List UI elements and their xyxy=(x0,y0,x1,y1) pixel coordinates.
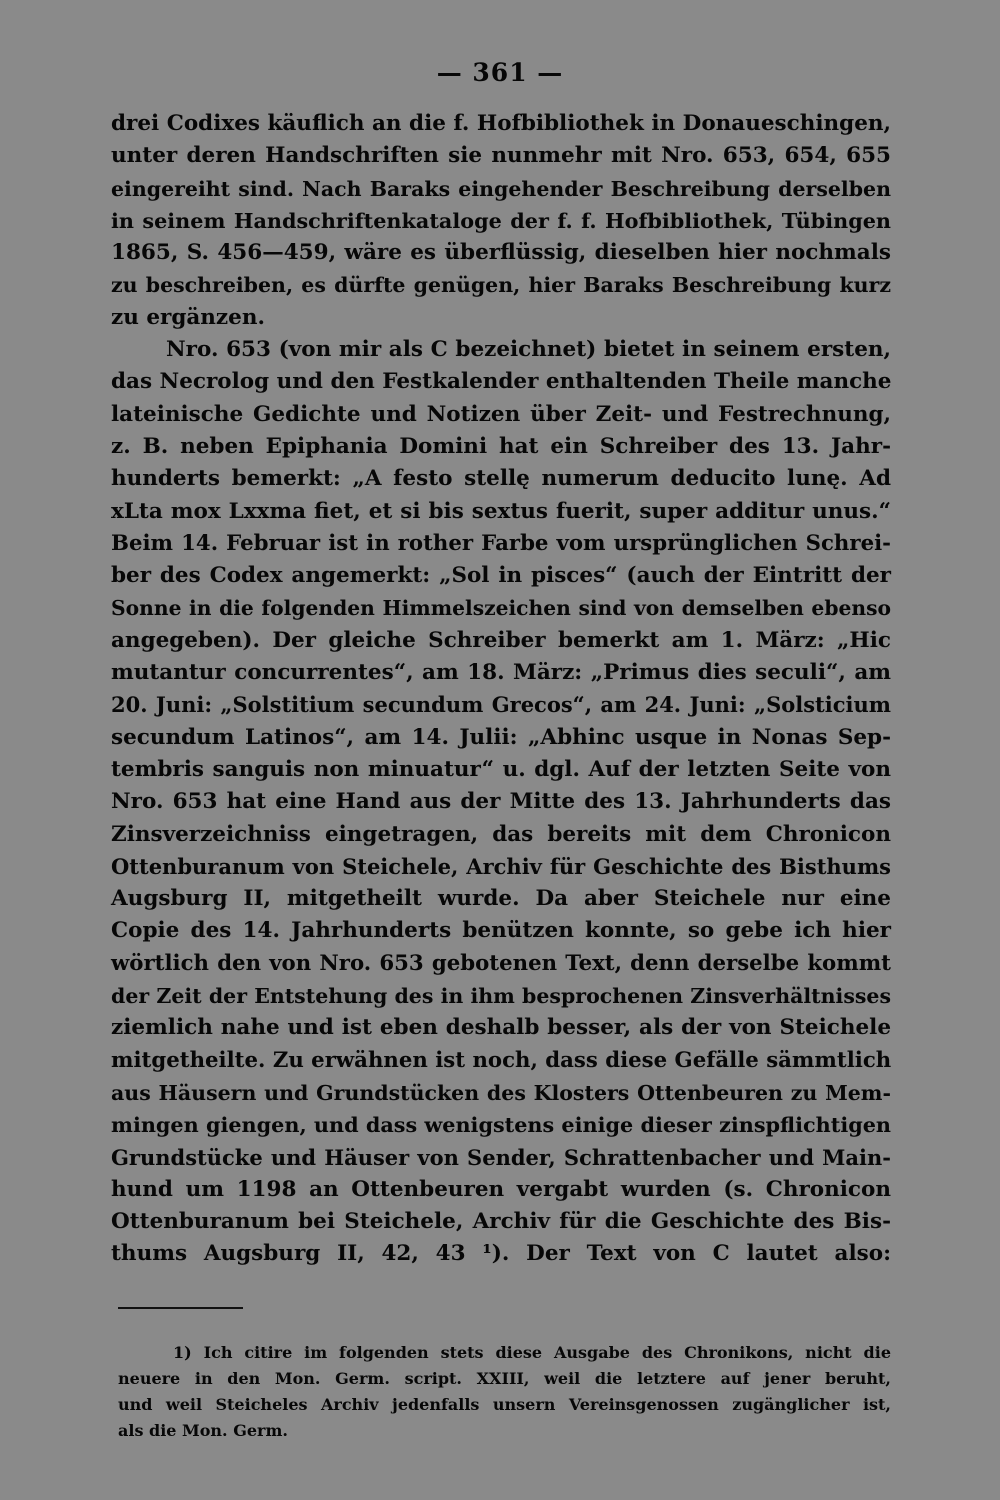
footnotes xyxy=(118,1340,891,1444)
text-line: Ottenburanum bei Steichele, Archiv für die Geschichte des Bis- xyxy=(111,1209,891,1235)
footnote-line: und weil Steicheles Archiv jedenfalls unsern Vereinsgenossen zugänglicher ist, xyxy=(118,1395,891,1414)
text-line: wörtlich den von Nro. 653 gebotenen Text, denn derselbe kommt xyxy=(111,950,891,976)
text-line: Ottenburanum von Steichele, Archiv für Geschichte des Bisthums xyxy=(111,853,891,879)
text-line: aus Häusern und Grundstücken des Klosters Ottenbeuren zu Mem- xyxy=(111,1080,891,1105)
text-line: lateinische Gedichte und Notizen über Zeit- und Festrechnung, xyxy=(111,401,891,427)
footnote-separator xyxy=(118,1307,243,1309)
text-line: mingen giengen, und dass wenigstens einige dieser zinspflichtigen xyxy=(111,1113,891,1138)
text-line: drei Codixes käuflich an die f. Hofbibliothek in Donaueschingen, xyxy=(111,111,891,136)
text-line: das Necrolog und den Festkalender enthaltenden Theile manche xyxy=(111,369,892,395)
footnote-line: als die Mon. Germ. xyxy=(118,1421,288,1440)
text-line: Zinsverzeichniss eingetragen, das bereits mit dem Chronicon xyxy=(111,821,891,847)
text-line: xLta mox Lxxma fiet, et si bis sextus fuerit, super additur unus.“ xyxy=(111,498,891,524)
text-line: Augsburg II, mitgetheilt wurde. Da aber Steichele nur eine xyxy=(111,886,891,912)
page-number: — 361 — xyxy=(436,58,564,87)
text-line: mutantur concurrentes“, am 18. März: „Primus dies seculi“, am xyxy=(111,660,891,686)
text-line: ziemlich nahe und ist eben deshalb besser, als der von Steichele xyxy=(111,1015,891,1041)
text-line: Grundstücke und Häuser von Sender, Schrattenbacher und Main- xyxy=(111,1144,891,1170)
text-line: secundum Latinos“, am 14. Julii: „Abhinc usque in Nonas Sep- xyxy=(111,724,891,750)
text-line: zu beschreiben, es dürfte genügen, hier Baraks Beschreibung kurz xyxy=(111,273,891,298)
text-line: 20. Juni: „Solstitium secundum Grecos“, am 24. Juni: „Solsticium xyxy=(111,692,891,718)
text-line: Sonne in die folgenden Himmelszeichen sind von demselben ebenso xyxy=(111,596,891,621)
footnote-line: 1) Ich citire im folgenden stets diese Ausgabe des Chronikons, nicht die xyxy=(173,1343,891,1362)
text-line: der Zeit der Entstehung des in ihm besprochenen Zinsverhältnisses xyxy=(111,984,891,1009)
text-line: Nro. 653 hat eine Hand aus der Mitte des 13. Jahrhunderts das xyxy=(111,789,891,815)
text-line: z. B. neben Epiphania Domini hat ein Schreiber des 13. Jahr- xyxy=(111,433,891,459)
text-line: hunderts bemerkt: „A festo stellę numerum deducito lunę. Ad xyxy=(111,466,891,492)
body-text xyxy=(111,108,891,1271)
text-line: 1865, S. 456—459, wäre es überflüssig, dieselben hier nochmals xyxy=(111,240,891,266)
text-line: ber des Codex angemerkt: „Sol in pisces“ (auch der Eintritt der xyxy=(111,563,891,589)
text-line: mitgetheilte. Zu erwähnen ist noch, dass diese Gefälle sämmtlich xyxy=(111,1047,892,1073)
text-line: thums Augsburg II, 42, 43 ¹). Der Text von C lautet also: xyxy=(111,1241,891,1267)
text-line: tembris sanguis non minuatur“ u. dgl. Auf der letzten Seite von xyxy=(111,756,891,782)
footnote-line: neuere in den Mon. Germ. script. XXIII, weil die letztere auf jener beruht, xyxy=(118,1369,891,1388)
text-line: Nro. 653 (von mir als C bezeichnet) bietet in seinem ersten, xyxy=(166,337,891,363)
text-line: unter deren Handschriften sie nunmehr mit Nro. 653, 654, 655 xyxy=(111,143,891,169)
text-line: angegeben). Der gleiche Schreiber bemerkt am 1. März: „Hic xyxy=(111,627,891,653)
text-line: Beim 14. Februar ist in rother Farbe vom ursprünglichen Schrei- xyxy=(111,530,891,556)
text-line: eingereiht sind. Nach Baraks eingehender Beschreibung derselben xyxy=(111,176,891,201)
text-line: in seinem Handschriftenkataloge der f. f. Hofbibliothek, Tübingen xyxy=(111,208,891,233)
text-line: hund um 1198 an Ottenbeuren vergabt wurden (s. Chronicon xyxy=(111,1176,891,1202)
text-line: zu ergänzen. xyxy=(111,304,265,330)
text-line: Copie des 14. Jahrhunderts benützen konnte, so gebe ich hier xyxy=(111,918,891,944)
